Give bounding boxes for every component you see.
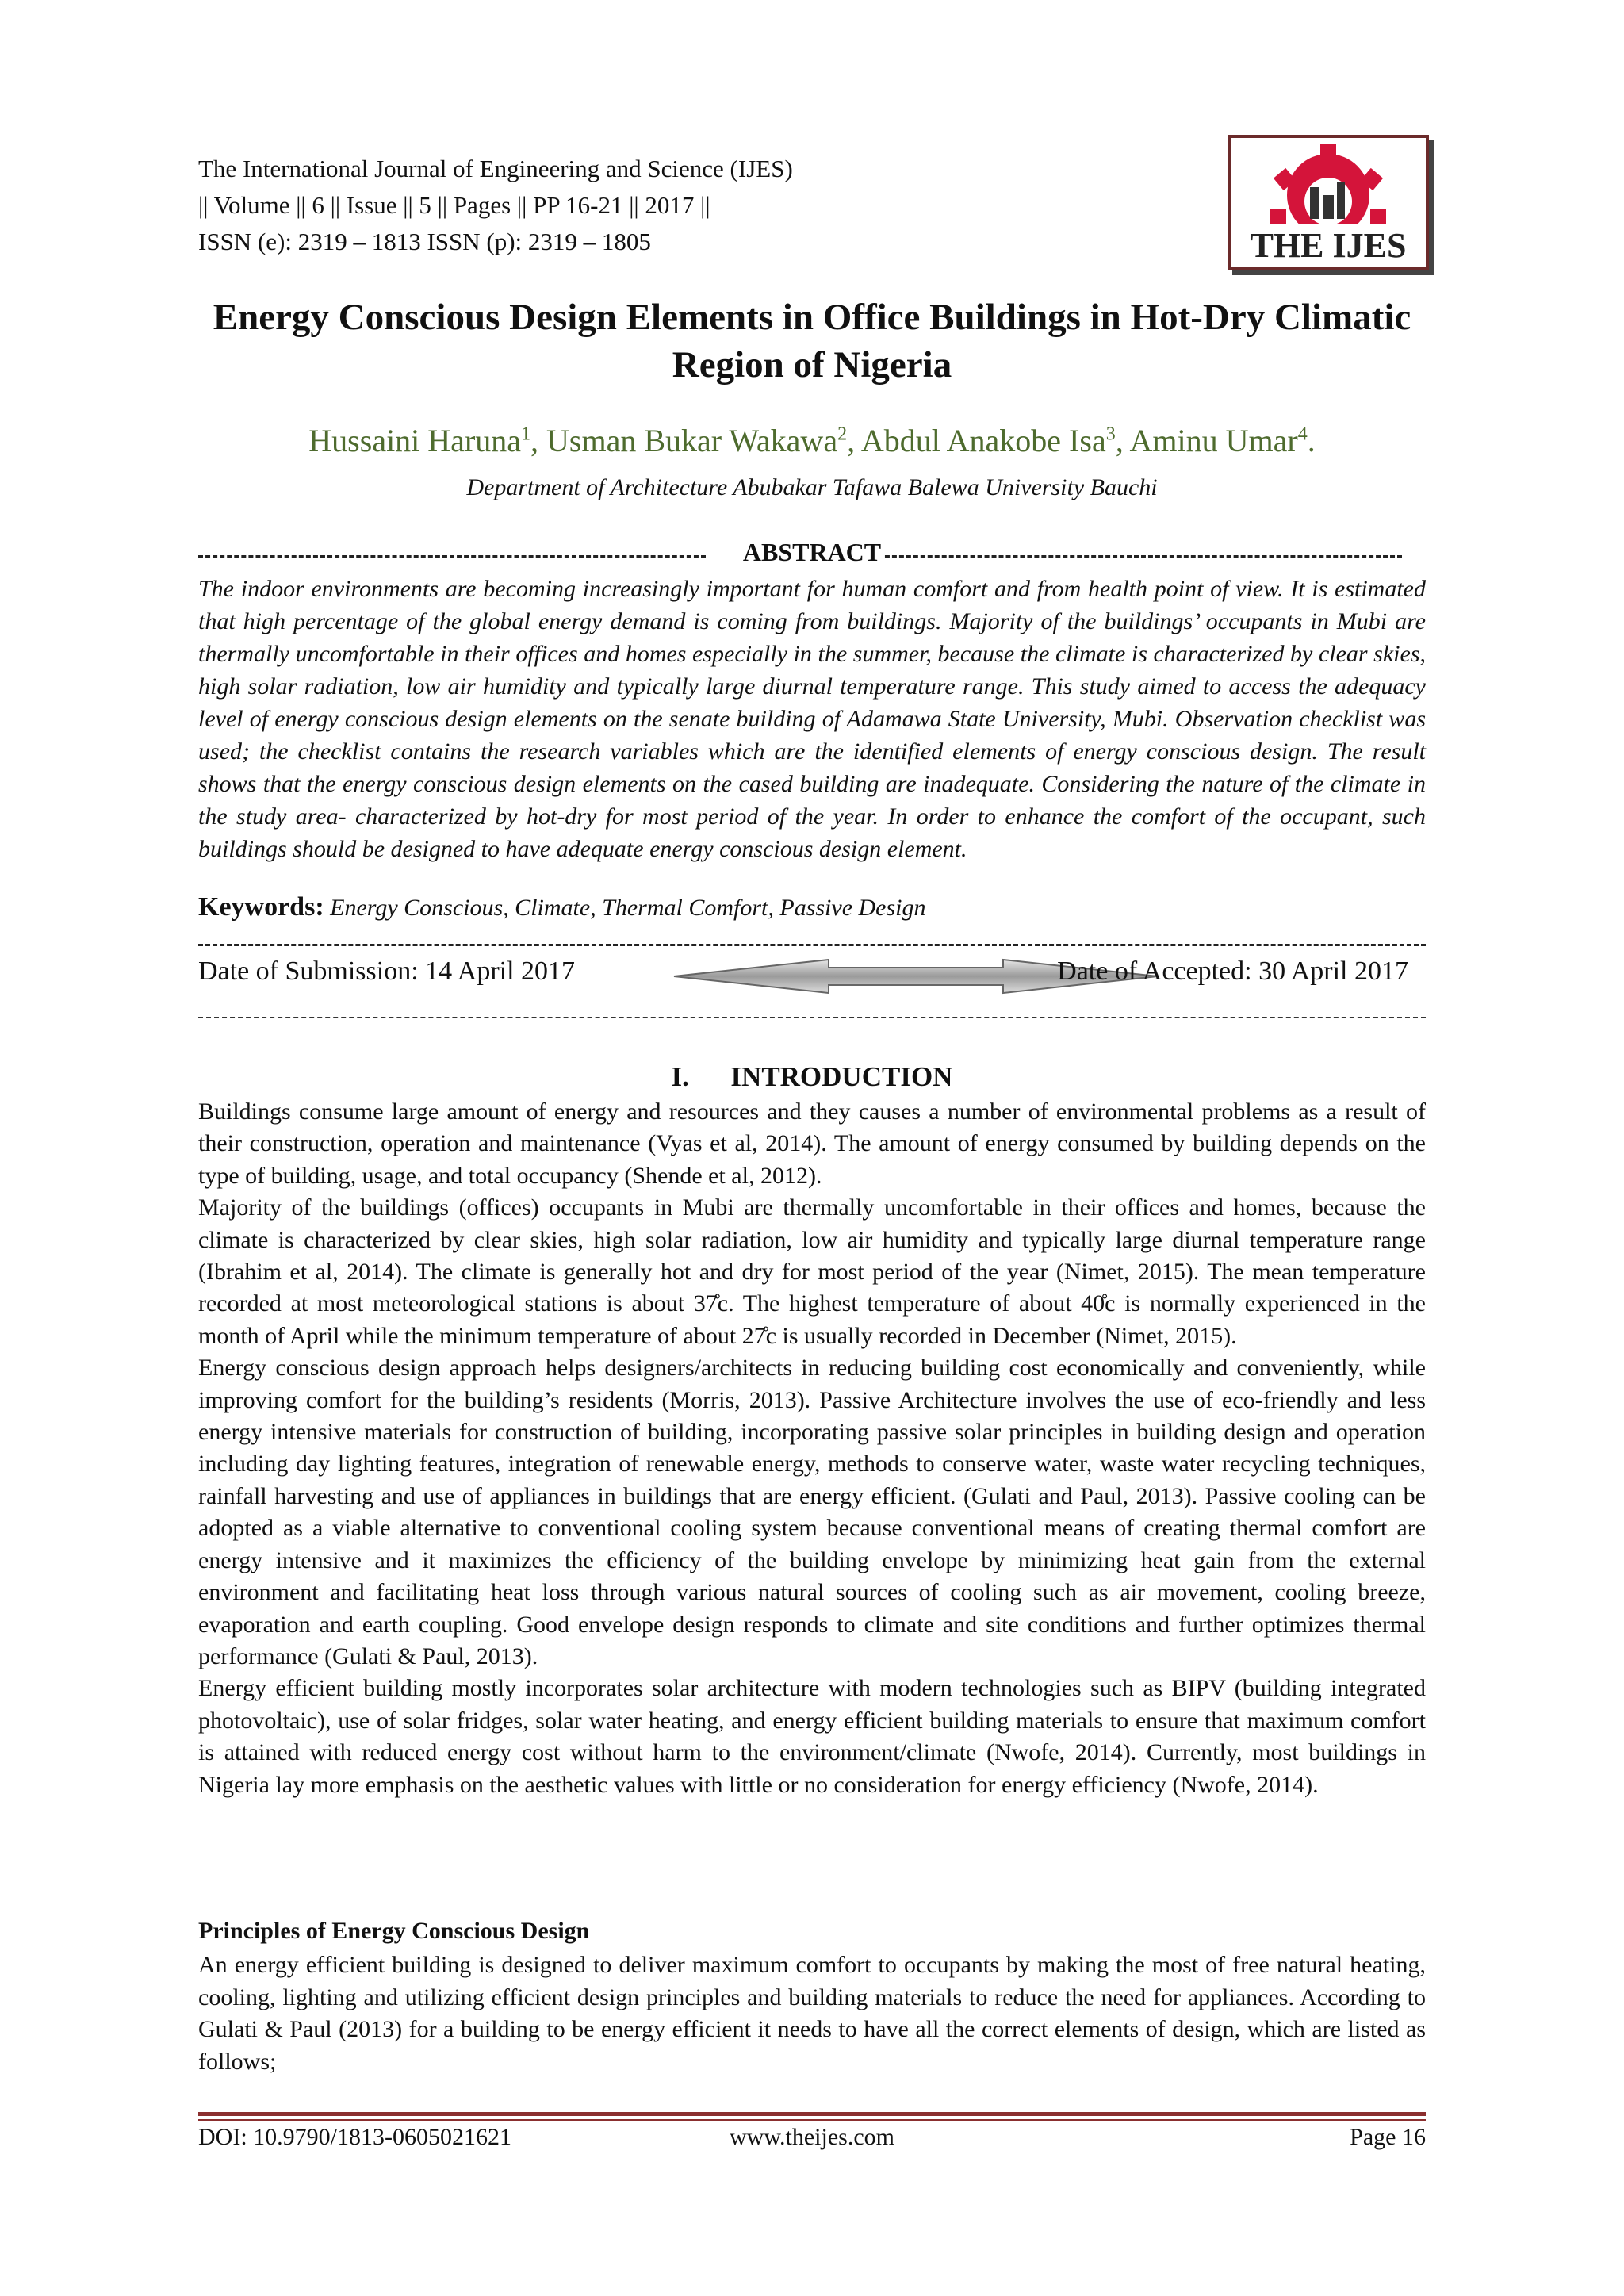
divider-line xyxy=(198,1017,1426,1018)
abstract-text: The indoor environments are becoming increasingly important for human comfort and from health point of view. It is estimated that high percentage of the global energy demand is coming from buildings. Majority of the buildings’ occupants in Mubi are thermally uncomfortable in their offices and homes especially in the summer, because the climate is characterized by clear skies, high solar radiation, low air humidity and typically large diurnal temperature range. This study aimed to access the adequacy level of energy conscious design elements on the senate building of Adamawa State University, Mubi. Observation checklist was used; the checklist contains the research variables which are the identified elements of energy conscious design. The result shows that the energy conscious design elements on the cased building are inadequate. Considering the nature of the climate in the study area- characterized by hot-dry for most period of the year. In order to enhance the comfort of the occupant, such buildings should be designed to have adequate energy conscious design element. xyxy=(198,576,1426,862)
journal-volume: || Volume || 6 || Issue || 5 || Pages || PP 16-21 || 2017 || xyxy=(198,191,710,219)
principles-paragraph: An energy efficient building is designed to deliver maximum comfort to occupants by making the most of free natural heating, cooling, lighting and utilizing efficient design principles and building materials to reduce the need for appliances. According to Gulati & Paul (2013) for a building to be energy efficient it needs to have all the correct elements of design, which are listed as follows; xyxy=(198,1952,1426,2075)
doi: DOI: 10.9790/1813-0605021621 xyxy=(198,2124,511,2150)
footer-rule xyxy=(198,2119,1426,2121)
author-affiliation: 3 xyxy=(1105,424,1116,445)
dates-row xyxy=(198,956,1426,996)
page-number: Page 16 xyxy=(1350,2124,1426,2150)
paragraph: Buildings consume large amount of energy and resources and they causes a number of environmental problems as a result of their construction, operation and maintenance (Vyas et al, 2014). The amount of energy consumed by building depends on the type of building, usage, and total occupancy (Shende et al, 2012). xyxy=(198,1098,1426,1189)
department: Department of Architecture Abubakar Tafawa Balewa University Bauchi xyxy=(466,474,1158,500)
author-separator: , xyxy=(847,423,861,458)
author-separator: . xyxy=(1307,423,1316,458)
website-link[interactable]: www.theijes.com xyxy=(729,2124,894,2150)
paper-title: Energy Conscious Design Elements in Office Buildings in Hot-Dry Climatic Region of Nigeria xyxy=(213,297,1411,385)
subsection-heading: Principles of Energy Conscious Design xyxy=(198,1918,590,1944)
paragraph: Energy efficient building mostly incorporates solar architecture with modern technologies such as BIPV (building integrated photovoltaic), use of solar fridges, solar water heating, and energy efficient building materials to ensure that maximum comfort is attained with reduced energy cost without harm to the environment/climate (Nwofe, 2014). Currently, most buildings in Nigeria lay more emphasis on the aesthetic values with little or no consideration for energy efficiency (Nwofe, 2014). xyxy=(198,1675,1426,1798)
footer-rule xyxy=(198,2112,1426,2116)
author-affiliation: 4 xyxy=(1297,424,1308,445)
keywords-text: Energy Conscious, Climate, Thermal Comfort, Passive Design xyxy=(330,895,926,921)
author-name: Hussaini Haruna xyxy=(308,423,522,458)
paragraph: Energy conscious design approach helps designers/architects in reducing building cost economically and conveniently, while improving comfort for the building’s residents (Morris, 2013). Passive Architecture involves the use of eco-friendly and less energy intensive materials for construction of building, incorporating passive solar principles in building design and operation including day lighting features, integration of renewable energy, methods to conserve water, waste water recycling techniques, rainfall harvesting and use of appliances in buildings that are energy efficient. (Gulati and Paul, 2013). Passive cooling can be adopted as a viable alternative to conventional cooling system because conventional means of creating thermal comfort are energy intensive and it maximizes the efficiency of the building envelope by minimizing heat gain from the external environment and facilitating heat loss through various natural sources of cooling such as air movement, cooling breeze, evaporation and earth coupling. Good envelope design responds to climate and site conditions and further optimizes thermal performance (Gulati & Paul, 2013). xyxy=(198,1355,1426,1669)
author-affiliation: 2 xyxy=(837,424,848,445)
abstract-divider xyxy=(198,538,1426,569)
abstract-heading: ABSTRACT xyxy=(740,538,884,566)
ijes-logo xyxy=(1228,135,1429,270)
footer xyxy=(198,2124,1426,2156)
logo-text: THE IJES xyxy=(1250,226,1407,265)
paragraph: Majority of the buildings (offices) occupants in Mubi are thermally uncomfortable in their offices and homes, because the climate is characterized by clear skies, high solar radiation, low air humidity and typically large diurnal temperature range (Ibrahim et al, 2014). The climate is generally hot and dry for most period of the year (Nimet, 2015). The mean temperature recorded at most meteorological stations is about 37̊c. The highest temperature of about 40̊c is normally experienced in the month of April while the minimum temperature of about 27̊c is usually recorded in December (Nimet, 2015). xyxy=(198,1194,1426,1349)
author-affiliation: 1 xyxy=(521,424,531,445)
introduction-body xyxy=(198,1096,1426,1801)
keywords xyxy=(198,891,1426,924)
author-name: Abdul Anakobe Isa xyxy=(860,423,1106,458)
author-separator: , xyxy=(530,423,547,458)
journal-issn: ISSN (e): 2319 – 1813 ISSN (p): 2319 – 1805 xyxy=(198,228,651,255)
journal-name: The International Journal of Engineering and Science (IJES) xyxy=(198,155,793,182)
author-list xyxy=(198,422,1426,459)
author-name: Usman Bukar Wakawa xyxy=(546,423,838,458)
author-name: Aminu Umar xyxy=(1129,423,1298,458)
accepted-date: Date of Accepted: 30 April 2017 xyxy=(1057,956,1408,986)
gear-icon xyxy=(1231,138,1426,267)
keywords-label: Keywords: xyxy=(198,892,324,922)
author-separator: , xyxy=(1115,423,1130,458)
section-heading: I. INTRODUCTION xyxy=(671,1061,953,1092)
divider-line xyxy=(198,944,1426,946)
journal-header xyxy=(198,151,793,260)
submission-date: Date of Submission: 14 April 2017 xyxy=(198,956,576,986)
